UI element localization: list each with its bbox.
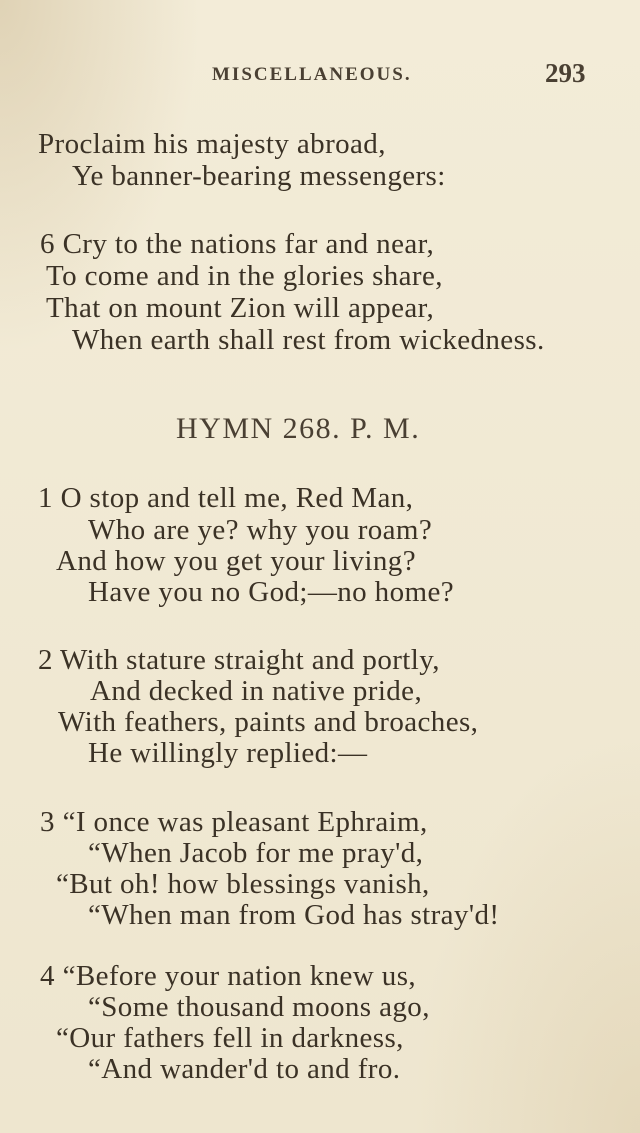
verse-text: With stature straight and portly, <box>60 644 440 676</box>
verse-line: Who are ye? why you roam? <box>88 514 433 546</box>
verse-line: Ye banner-bearing messengers: <box>72 160 446 192</box>
verse-line: “Our fathers fell in darkness, <box>56 1022 404 1054</box>
verse-line: When earth shall rest from wickedness. <box>72 324 545 356</box>
verse-line: And decked in native pride, <box>90 675 423 707</box>
verse-number: 6 <box>40 228 55 260</box>
verse-line: With feathers, paints and broaches, <box>58 706 479 738</box>
verse-6-line-1 <box>40 228 434 261</box>
verse-text: “Before your nation knew us, <box>62 960 417 992</box>
verse-line: And how you get your living? <box>56 545 416 577</box>
verse-text: “I once was pleasant Ephraim, <box>62 806 428 838</box>
verse-number: 2 <box>38 644 53 676</box>
verse-1-line-1 <box>38 482 413 515</box>
hymn-title: HYMN 268. P. M. <box>176 412 421 445</box>
verse-4-line-1 <box>40 960 416 993</box>
verse-2-line-1 <box>38 644 440 677</box>
verse-line: “When man from God has stray'd! <box>88 899 500 931</box>
verse-number: 4 <box>40 960 55 992</box>
verse-text: O stop and tell me, Red Man, <box>60 482 414 514</box>
verse-line: Proclaim his majesty abroad, <box>38 128 386 160</box>
verse-3-line-1 <box>40 806 428 839</box>
verse-line: “But oh! how blessings vanish, <box>56 868 430 900</box>
verse-number: 1 <box>38 482 53 514</box>
verse-line: To come and in the glories share, <box>46 260 443 292</box>
verse-line: Have you no God;—no home? <box>88 576 454 608</box>
running-header: MISCELLANEOUS. <box>212 64 412 85</box>
verse-text: Cry to the nations far and near, <box>62 228 435 260</box>
verse-line: “When Jacob for me pray'd, <box>88 837 424 869</box>
verse-line: He willingly replied:— <box>88 737 368 769</box>
verse-line: “And wander'd to and fro. <box>88 1053 401 1085</box>
verse-line: “Some thousand moons ago, <box>88 991 430 1023</box>
verse-number: 3 <box>40 806 55 838</box>
verse-line: That on mount Zion will appear, <box>46 292 435 324</box>
page-number: 293 <box>545 58 586 88</box>
